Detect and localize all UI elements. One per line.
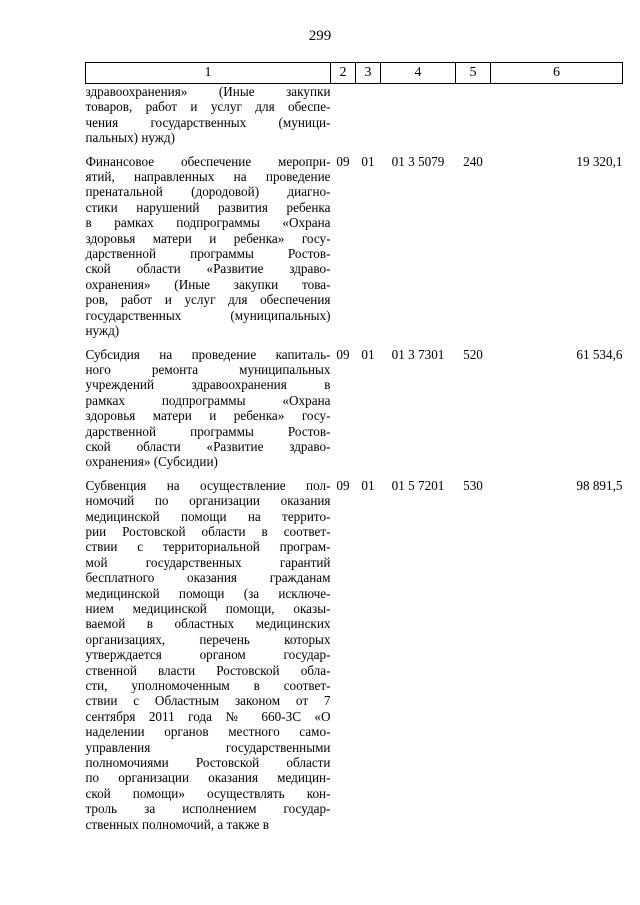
- description-line: Субвенция на осуществление пол-: [85, 477, 331, 493]
- cell-target-article: 01 3 5079: [391, 153, 445, 169]
- description-line: сентября 2011 года № 660-ЗС «О: [85, 708, 331, 724]
- table-row: [86, 347, 623, 470]
- description-line: организациях, перечень которых: [85, 631, 331, 647]
- budget-table: [85, 62, 623, 832]
- description-line: ятий, направленных на проведение: [85, 169, 331, 185]
- description-line: по организации оказания медицин-: [85, 770, 331, 786]
- description-line: товаров, работ и услуг для обеспе-: [85, 99, 331, 115]
- description-line: рамках подпрограммы «Охрана: [85, 392, 331, 408]
- description-line: чения государственных (муници-: [85, 114, 331, 130]
- cell-description: [86, 347, 331, 470]
- column-header: 3: [356, 63, 381, 84]
- cell-expense-type: 530: [463, 477, 483, 493]
- description-line: бесплатного оказания гражданам: [85, 570, 331, 586]
- description-line: медицинской помощи (за исключе-: [85, 585, 331, 601]
- description-line: здравоохранения» (Иные закупки: [85, 84, 331, 99]
- cell-subsection: 01: [361, 346, 375, 362]
- cell-subsection: [356, 84, 381, 146]
- page-number: 299: [308, 28, 332, 44]
- cell-description: [86, 478, 331, 832]
- description-line: нием медицинской помощи, оказы-: [85, 601, 331, 616]
- cell-expense-type: 240: [463, 153, 483, 169]
- column-header: 1: [86, 63, 331, 84]
- cell-amount: 61 534,6: [576, 346, 623, 362]
- column-header: 4: [381, 63, 456, 84]
- description-line: ственных полномочий, а также в: [85, 816, 270, 832]
- description-line: номочий по организации оказания: [85, 493, 331, 509]
- description-line: утверждается органом государ-: [85, 647, 331, 663]
- cell-target-article: [381, 84, 456, 146]
- cell-subsection: 01: [361, 477, 375, 493]
- description-line: ской области «Развитие здраво-: [85, 261, 331, 277]
- description-line: дарственной программы Ростов-: [85, 246, 331, 262]
- description-line: рии Ростовской области в соответ-: [85, 523, 331, 539]
- description-line: ваемой в областных медицинских: [85, 616, 331, 632]
- description-line: охранения» (Иные закупки това-: [85, 276, 331, 292]
- description-line: здоровья матери и ребенка» госу-: [85, 230, 331, 246]
- cell-expense-type: 520: [463, 346, 483, 362]
- description-line: пальных) нужд): [85, 130, 176, 146]
- description-line: медицинской помощи на террито-: [85, 508, 331, 524]
- description-line: здоровья матери и ребенка» госу-: [85, 408, 331, 424]
- cell-expense-type: [456, 84, 491, 146]
- column-header: 6: [491, 63, 623, 84]
- cell-amount: 98 891,5: [576, 477, 623, 493]
- description-line: ской помощи» осуществлять кон-: [85, 785, 331, 801]
- description-line: ственной власти Ростовской обла-: [85, 662, 331, 678]
- description-line: ного ремонта муниципальных: [85, 361, 331, 377]
- table-body: [86, 84, 623, 833]
- cell-section: 09: [336, 153, 350, 169]
- description-line: стики нарушений развития ребенка: [85, 199, 331, 215]
- description-line: наделении органов местного само-: [85, 724, 331, 740]
- description-line: охранения» (Субсидии): [85, 454, 218, 470]
- table-row: [86, 478, 623, 832]
- cell-description: [86, 154, 331, 339]
- description-line: управления государственными: [85, 739, 331, 755]
- row-spacer: [86, 339, 623, 347]
- column-header: 5: [456, 63, 491, 84]
- description-line: троль за исполнением государ-: [85, 801, 331, 817]
- row-spacer: [86, 146, 623, 154]
- table-header-row: [86, 63, 623, 84]
- description-line: нужд): [85, 323, 120, 339]
- cell-amount: 19 320,1: [576, 153, 623, 169]
- column-header: 2: [331, 63, 356, 84]
- description-line: ров, работ и услуг для обеспечения: [85, 292, 331, 308]
- description-line: дарственной программы Ростов-: [85, 423, 331, 439]
- description-line: ствии с Областным законом от 7: [85, 693, 331, 709]
- description-line: сти, уполномоченным в соответ-: [85, 678, 331, 694]
- table-row: [86, 154, 623, 339]
- description-line: ской области «Развитие здраво-: [85, 438, 331, 454]
- description-line: государственных (муниципальных): [85, 307, 331, 323]
- cell-target-article: 01 5 7201: [391, 477, 445, 493]
- cell-section: 09: [336, 477, 350, 493]
- cell-section: 09: [336, 346, 350, 362]
- cell-amount: [491, 84, 623, 146]
- description-line: учреждений здравоохранения в: [85, 377, 331, 393]
- description-line: в рамках подпрограммы «Охрана: [85, 215, 331, 231]
- table-row: [86, 84, 623, 146]
- description-line: Финансовое обеспечение меропри-: [85, 153, 331, 169]
- cell-subsection: 01: [361, 153, 375, 169]
- description-line: пренатальной (дородовой) диагно-: [85, 184, 331, 200]
- cell-target-article: 01 3 7301: [391, 346, 445, 362]
- cell-section: [331, 84, 356, 146]
- description-line: ствии с территориальной програм-: [85, 539, 331, 555]
- description-line: полномочиями Ростовской области: [85, 755, 331, 771]
- row-spacer: [86, 470, 623, 478]
- cell-description: [86, 84, 331, 146]
- description-line: мой государственных гарантий: [85, 554, 331, 570]
- description-line: Субсидия на проведение капиталь-: [85, 346, 331, 362]
